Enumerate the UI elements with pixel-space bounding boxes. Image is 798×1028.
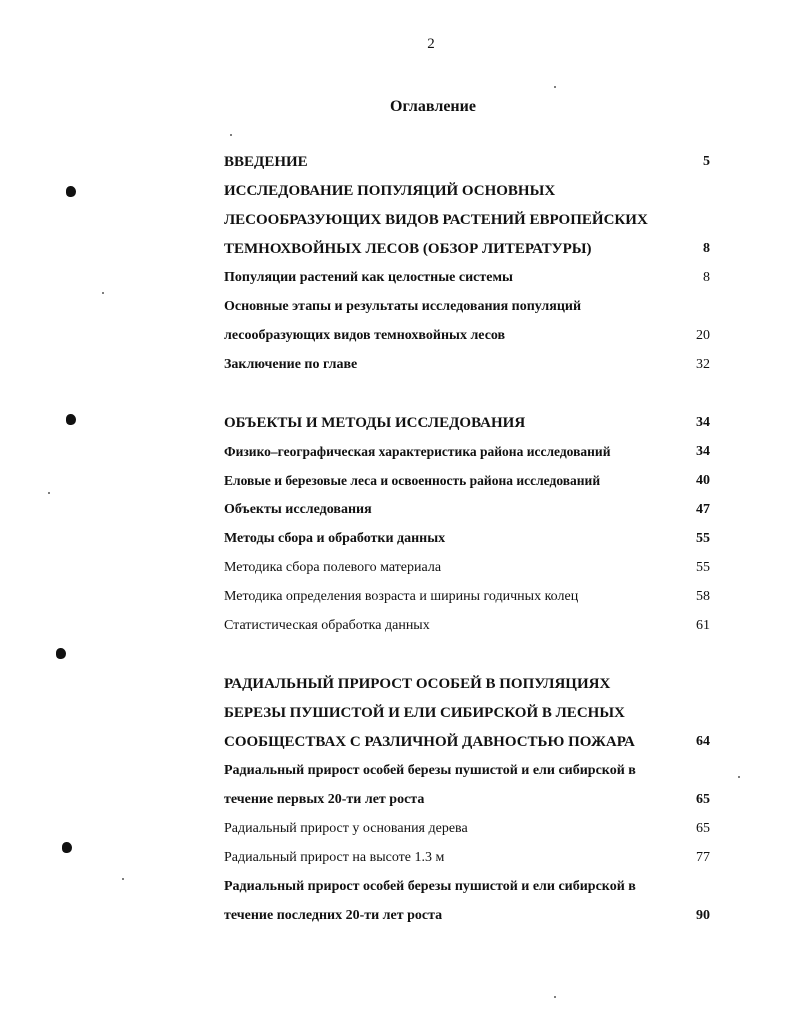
entry-page: 40: [696, 473, 710, 488]
entry-text: РАДИАЛЬНЫЙ ПРИРОСТ ОСОБЕЙ В ПОПУЛЯЦИЯХ: [224, 676, 611, 692]
entry-page: 65: [696, 821, 710, 836]
entry-text: лесообразующих видов темнохвойных лесов: [224, 328, 506, 343]
entry-page: 65: [696, 792, 710, 807]
entry-page: 20: [696, 328, 710, 343]
entry-page: 90: [696, 908, 710, 923]
entry-text: Методика определения возраста и ширины годичных колец: [224, 589, 579, 604]
scan-speck: [230, 134, 232, 136]
entry-page: 47: [696, 502, 710, 517]
scan-speck: [738, 776, 740, 778]
entry-page: 64: [696, 734, 710, 749]
entry-text: Еловые и березовые леса и освоенность района исследований: [224, 473, 601, 488]
entry-text: Заключение по главе: [224, 357, 358, 372]
entry-page: 8: [703, 270, 710, 285]
entry-page: 77: [696, 850, 710, 865]
entry-text: течение первых 20-ти лет роста: [224, 792, 425, 807]
scan-speck: [102, 292, 104, 294]
entry-text: Радиальный прирост на высоте 1.3 м: [224, 850, 445, 865]
binding-mark: [62, 842, 72, 853]
scan-speck: [48, 492, 50, 494]
entry-text: ТЕМНОХВОЙНЫХ ЛЕСОВ (ОБЗОР ЛИТЕРАТУРЫ): [224, 241, 592, 257]
scan-speck: [554, 86, 556, 88]
entry-page: 5: [703, 154, 710, 169]
entry-text: ОБЪЕКТЫ И МЕТОДЫ ИССЛЕДОВАНИЯ: [224, 415, 526, 431]
entry-text: ИССЛЕДОВАНИЕ ПОПУЛЯЦИЙ ОСНОВНЫХ: [224, 183, 556, 199]
entry-page: 32: [696, 357, 710, 372]
entry-text: Методика сбора полевого материала: [224, 560, 442, 575]
binding-mark: [66, 414, 76, 425]
entry-page: 61: [696, 618, 710, 633]
entry-text: Физико–географическая характеристика района исследований: [224, 444, 611, 459]
scan-speck: [122, 878, 124, 880]
entry-text: БЕРЕЗЫ ПУШИСТОЙ И ЕЛИ СИБИРСКОЙ В ЛЕСНЫХ: [224, 705, 625, 721]
entry-page: 34: [696, 444, 710, 459]
entry-text: Методы сбора и обработки данных: [224, 531, 446, 546]
entry-page: 58: [696, 589, 710, 604]
entry-page: 8: [703, 241, 710, 256]
binding-mark: [56, 648, 66, 659]
entry-page: 34: [696, 415, 710, 430]
entry-text: Радиальный прирост особей березы пушистой и ели сибирской в: [224, 879, 636, 894]
page-number: 2: [427, 36, 435, 52]
entry-text: Объекты исследования: [224, 502, 372, 517]
entry-text: ЛЕСООБРАЗУЮЩИХ ВИДОВ РАСТЕНИЙ ЕВРОПЕЙСКИХ: [224, 212, 648, 228]
entry-text: ВВЕДЕНИЕ: [224, 154, 308, 170]
entry-text: Основные этапы и результаты исследования популяций: [224, 299, 582, 314]
entry-text: Радиальный прирост у основания дерева: [224, 821, 468, 836]
entry-text: Радиальный прирост особей березы пушистой и ели сибирской в: [224, 763, 636, 778]
entry-text: Статистическая обработка данных: [224, 618, 430, 633]
scan-speck: [554, 996, 556, 998]
entry-page: 55: [696, 531, 710, 546]
entry-page: 55: [696, 560, 710, 575]
toc-title: Оглавление: [390, 98, 476, 115]
entry-text: СООБЩЕСТВАХ С РАЗЛИЧНОЙ ДАВНОСТЬЮ ПОЖАРА: [224, 734, 635, 750]
binding-mark: [66, 186, 76, 197]
entry-text: Популяции растений как целостные системы: [224, 270, 513, 285]
entry-text: течение последних 20-ти лет роста: [224, 908, 443, 923]
